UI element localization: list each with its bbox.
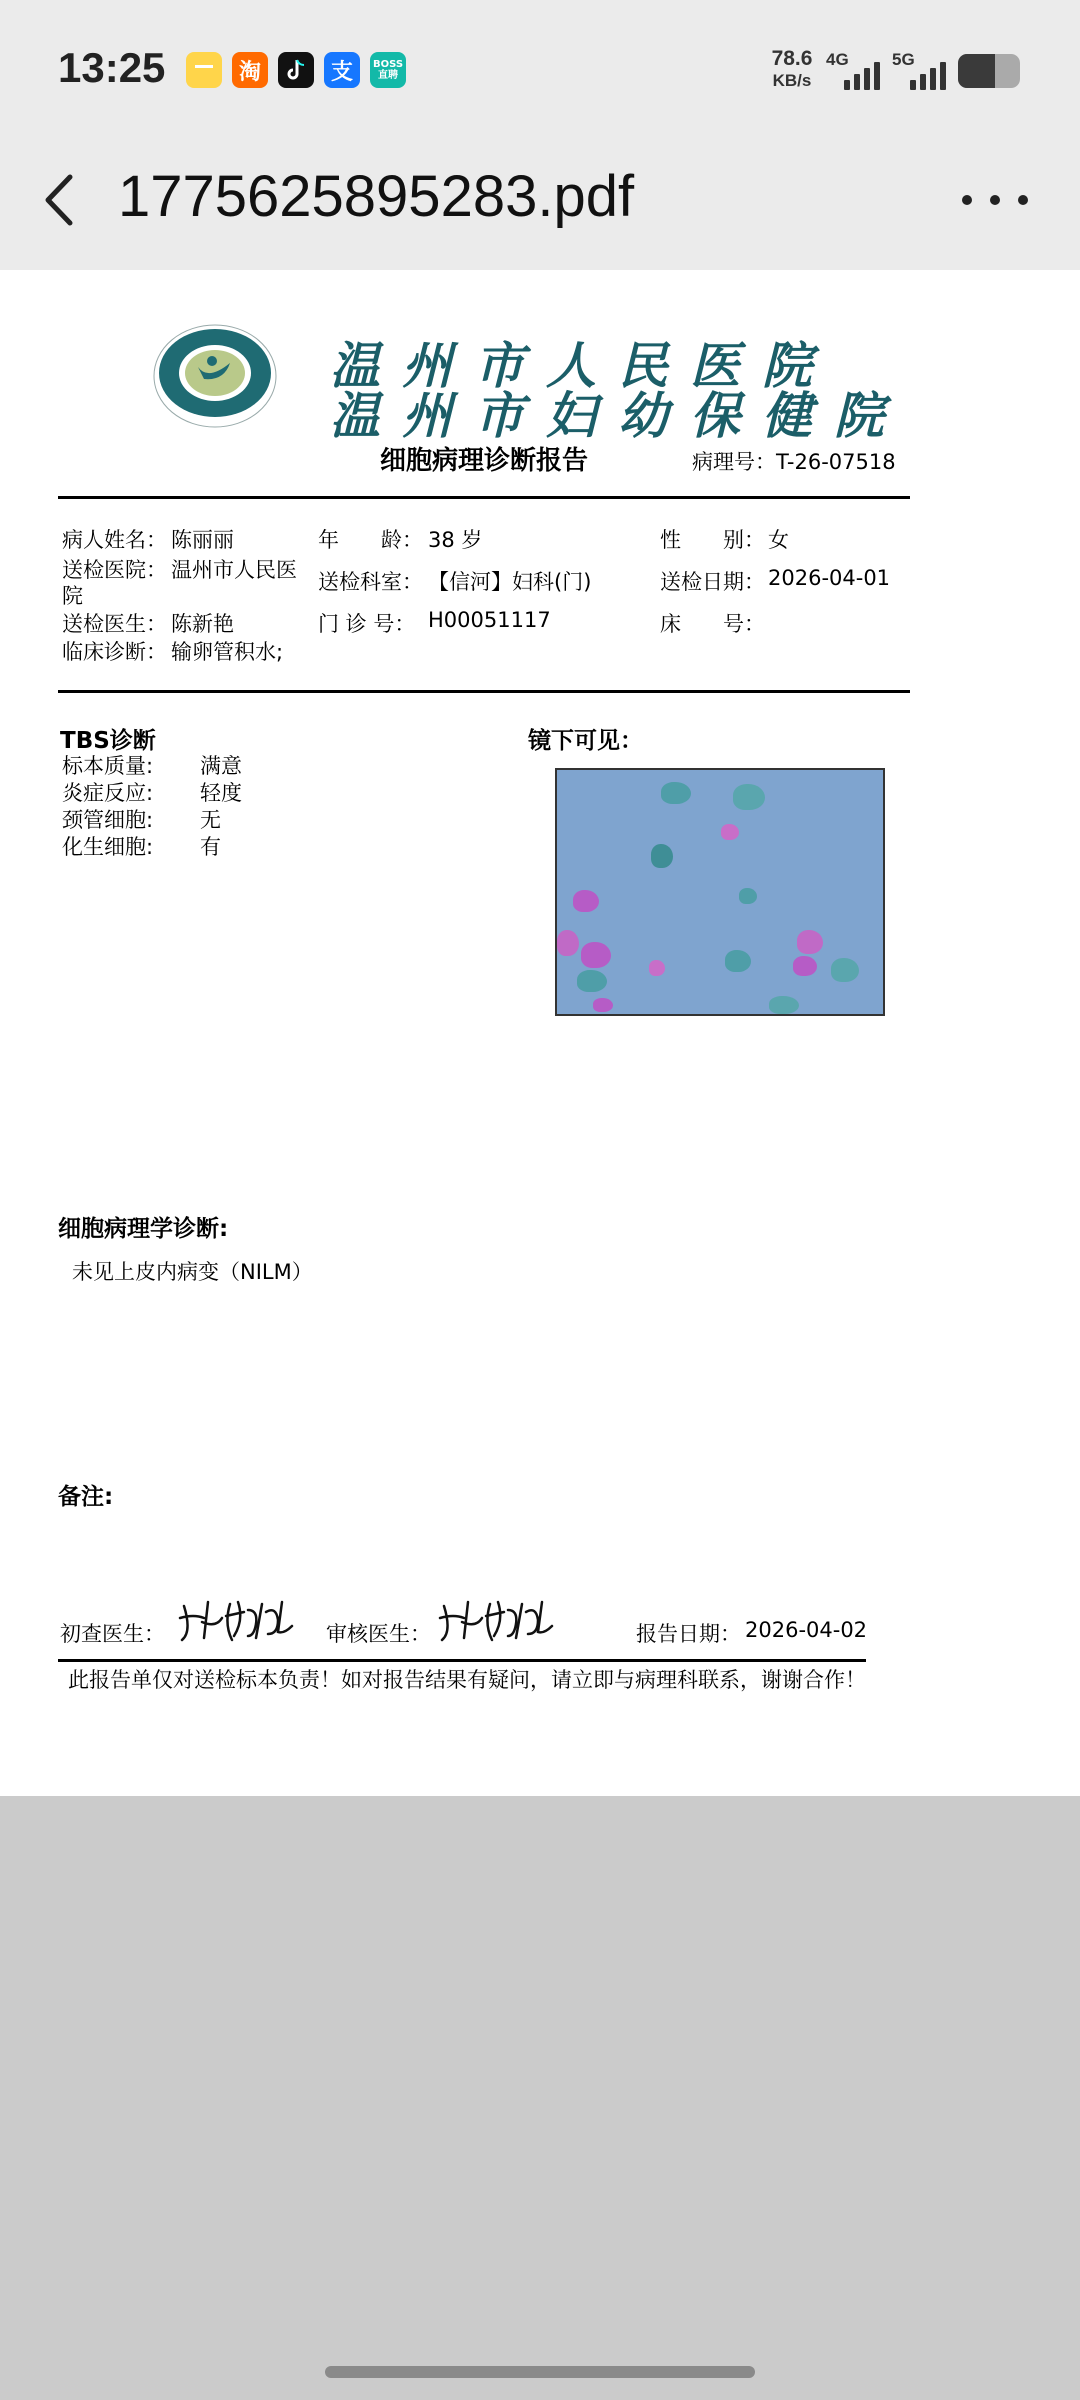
more-horizontal-icon[interactable]	[962, 180, 1028, 220]
dept-label: 送检科室：	[318, 570, 423, 594]
chevron-left-icon[interactable]	[34, 165, 90, 235]
tbs-label: 炎症反应:	[62, 781, 154, 805]
hospital-label: 送检医院：	[62, 558, 167, 582]
hospital-value-cont: 院	[62, 584, 83, 608]
home-indicator[interactable]	[325, 2366, 755, 2378]
status-bar	[0, 0, 1080, 135]
submit-date-label: 送检日期：	[660, 570, 765, 594]
divider-top	[58, 496, 910, 499]
page-title: 1775625895283.pdf	[118, 164, 635, 229]
douyin-icon	[278, 52, 314, 88]
dept-value: 【信河】妇科(门)	[428, 570, 592, 594]
patient-name-label: 病人姓名：	[62, 528, 167, 552]
doctor-label: 送检医生：	[62, 612, 167, 636]
sex-label: 性 别：	[660, 528, 765, 552]
microscopy-image	[555, 768, 885, 1016]
boss-zhipin-icon: BOSS 直聘	[370, 52, 406, 88]
clinic-no-value: H00051117	[428, 608, 551, 632]
review-doctor-label: 审核医生：	[326, 1622, 431, 1646]
cyto-dx-heading: 细胞病理学诊断:	[58, 1216, 229, 1242]
tbs-value: 轻度	[200, 781, 242, 805]
doctor-value: 陈新艳	[171, 612, 234, 636]
microscopy-heading: 镜下可见：	[528, 728, 643, 754]
network-speed: 78.6 KB/s	[771, 47, 813, 90]
submit-date-value: 2026-04-01	[768, 566, 891, 590]
clinical-dx-label: 临床诊断：	[62, 640, 167, 664]
notes-icon	[186, 52, 222, 88]
initial-doctor-signature	[178, 1596, 296, 1655]
tbs-heading: TBS诊断	[60, 728, 156, 754]
tbs-label: 标本质量:	[62, 754, 154, 778]
tbs-label: 化生细胞:	[62, 835, 154, 859]
signal-5g-icon: 5G	[892, 48, 952, 90]
tbs-value: 无	[200, 808, 221, 832]
hospital-name-2: 温州市妇幼保健院	[330, 386, 906, 445]
hospital-name-1: 温州市人民医院	[330, 336, 834, 395]
clinic-no-label: 门 诊 号：	[318, 612, 416, 636]
age-value: 38 岁	[428, 528, 483, 552]
cyto-dx-value: 未见上皮内病变（NILM）	[72, 1260, 313, 1284]
clock: 13:25	[58, 44, 166, 91]
initial-doctor-label: 初查医生：	[60, 1622, 165, 1646]
taobao-icon: 淘	[232, 52, 268, 88]
report-title: 细胞病理诊断报告	[380, 446, 589, 476]
bed-label: 床 号：	[660, 612, 765, 636]
report-date-label: 报告日期：	[636, 1622, 741, 1646]
tbs-label: 颈管细胞:	[62, 808, 154, 832]
sex-value: 女	[768, 528, 789, 552]
divider-middle	[58, 690, 910, 693]
tbs-value: 满意	[200, 754, 242, 778]
age-label: 年 龄：	[318, 528, 423, 552]
disclaimer: 此报告单仅对送检标本负责！如对报告结果有疑问，请立即与病理科联系，谢谢合作！	[68, 1668, 866, 1692]
hospital-value: 温州市人民医	[171, 558, 297, 582]
remarks-heading: 备注:	[58, 1484, 114, 1510]
hospital-logo	[152, 323, 278, 429]
clinical-dx-value: 输卵管积水;	[171, 640, 284, 664]
pdf-page[interactable]	[0, 270, 1080, 1796]
app-bar	[0, 135, 1080, 270]
report-date-value: 2026-04-02	[745, 1618, 868, 1642]
pathology-number: 病理号：T-26-07518	[692, 450, 896, 474]
review-doctor-signature	[438, 1596, 556, 1655]
divider-bottom	[58, 1659, 866, 1662]
patient-name: 陈丽丽	[171, 528, 234, 552]
battery-icon	[958, 54, 1020, 88]
alipay-icon: 支	[324, 52, 360, 88]
signal-4g-icon: 4G	[826, 48, 886, 90]
tbs-value: 有	[200, 835, 221, 859]
